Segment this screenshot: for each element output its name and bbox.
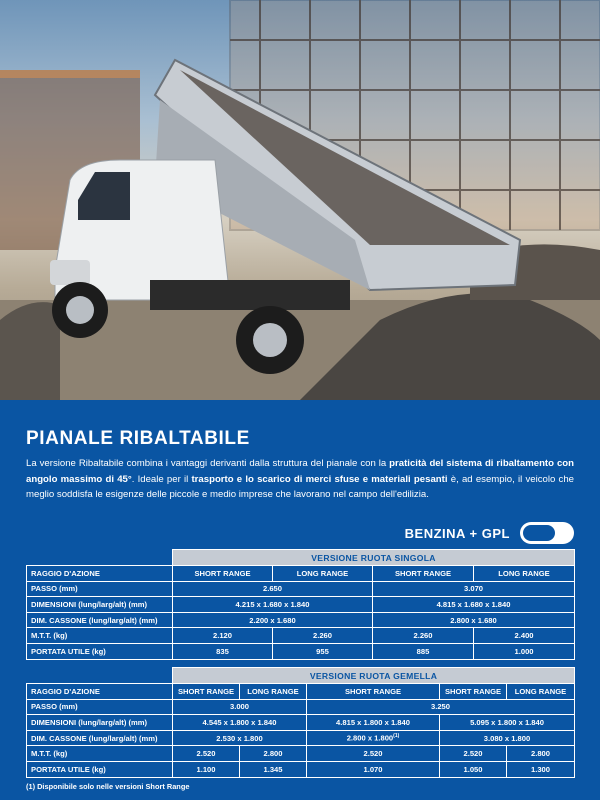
row-label: DIM. CASSONE (lung/larg/alt) (mm): [27, 612, 173, 628]
table-cell: 1.050: [440, 761, 507, 777]
table-cell: 2.530 x 1.800: [173, 730, 307, 746]
range-header: LONG RANGE: [507, 684, 575, 700]
table-cell: 4.215 x 1.680 x 1.840: [173, 597, 373, 613]
table-cell: 4.815 x 1.800 x 1.840: [307, 715, 440, 731]
table-cell: [307, 730, 440, 746]
table-row: [27, 597, 575, 613]
table-cell: 955: [273, 643, 373, 659]
table-cell: 2.800: [240, 746, 307, 762]
table-cell: 1.100: [173, 761, 240, 777]
version-header: VERSIONE RUOTA SINGOLA: [173, 550, 575, 566]
table-row: [27, 643, 575, 659]
table-cell: 1.300: [507, 761, 575, 777]
table-cell: 2.520: [173, 746, 240, 762]
range-header: SHORT RANGE: [173, 684, 240, 700]
table-row: [27, 684, 575, 700]
fuel-type-indicator: [405, 522, 574, 544]
row-label: M.T.T. (kg): [27, 746, 173, 762]
range-header: SHORT RANGE: [307, 684, 440, 700]
cassone-value: 2.800 x 1.800: [346, 733, 394, 743]
row-label: M.T.T. (kg): [27, 628, 173, 644]
row-label: PASSO (mm): [27, 581, 173, 597]
range-header: SHORT RANGE: [440, 684, 507, 700]
table-row: [27, 612, 575, 628]
table-cell: 2.520: [440, 746, 507, 762]
table-cell: 3.070: [373, 581, 575, 597]
table-row: [27, 699, 575, 715]
table-cell: 2.400: [474, 628, 575, 644]
table-cell: 5.095 x 1.800 x 1.840: [440, 715, 575, 731]
range-header: SHORT RANGE: [173, 566, 273, 582]
fuel-toggle[interactable]: [520, 522, 574, 544]
page-title: PIANALE RIBALTABILE: [26, 428, 250, 449]
table-cell: 2.260: [373, 628, 474, 644]
table-cell: 1.070: [307, 761, 440, 777]
table-cell: 4.545 x 1.800 x 1.840: [173, 715, 307, 731]
row-label: RAGGIO D'AZIONE: [27, 684, 173, 700]
row-label: DIM. CASSONE (lung/larg/alt) (mm): [27, 730, 173, 746]
table-row: [27, 746, 575, 762]
table-cell: 1.000: [474, 643, 575, 659]
footnote: (1) Disponibile solo nelle versioni Short Range: [26, 782, 190, 791]
footnote-marker: (1): [393, 733, 400, 740]
table-cell: 2.800 x 1.680: [373, 612, 575, 628]
version-header: VERSIONE RUOTA GEMELLA: [173, 668, 575, 684]
table-row: [27, 581, 575, 597]
table-cell: 3.000: [173, 699, 307, 715]
fuel-label: BENZINA + GPL: [404, 525, 510, 541]
range-header: LONG RANGE: [240, 684, 307, 700]
table-cell: 2.120: [173, 628, 273, 644]
table-cell: 2.800: [507, 746, 575, 762]
toggle-knob: [523, 525, 555, 541]
table-row: [27, 715, 575, 731]
spec-table-ruota-gemella: [26, 667, 575, 778]
row-label: PORTATA UTILE (kg): [27, 761, 173, 777]
row-label: DIMENSIONI (lung/larg/alt) (mm): [27, 597, 173, 613]
range-header: LONG RANGE: [474, 566, 575, 582]
table-cell: 2.200 x 1.680: [173, 612, 373, 628]
table-cell: 2.650: [173, 581, 373, 597]
table-row: [27, 566, 575, 582]
table-row: [27, 761, 575, 777]
row-label: RAGGIO D'AZIONE: [27, 566, 173, 582]
table-cell: 2.260: [273, 628, 373, 644]
spec-table-ruota-singola: [26, 549, 575, 660]
range-header: SHORT RANGE: [373, 566, 474, 582]
table-row: [27, 628, 575, 644]
table-cell: 885: [373, 643, 474, 659]
row-label: PORTATA UTILE (kg): [27, 643, 173, 659]
table-cell: 4.815 x 1.680 x 1.840: [373, 597, 575, 613]
table-cell: 2.520: [307, 746, 440, 762]
table-cell: 3.250: [307, 699, 575, 715]
range-header: LONG RANGE: [273, 566, 373, 582]
intro-paragraph: La versione Ribaltabile combina i vantaggi derivanti dalla struttura del pianale con la praticità del sistema di ribaltamento con angolo massimo di 45°. Ideale per il trasporto e lo scarico di merci sfuse e materiali pesanti è, ad esempio, il veicolo che meglio soddisfa le esigenze delle piccole e medio imprese che lavorano nel campo dell'edilizia.: [26, 458, 574, 500]
table-cell: 835: [173, 643, 273, 659]
table-row: [27, 730, 575, 746]
table-cell: 3.080 x 1.800: [440, 730, 575, 746]
row-label: PASSO (mm): [27, 699, 173, 715]
row-label: DIMENSIONI (lung/larg/alt) (mm): [27, 715, 173, 731]
table-cell: 1.345: [240, 761, 307, 777]
